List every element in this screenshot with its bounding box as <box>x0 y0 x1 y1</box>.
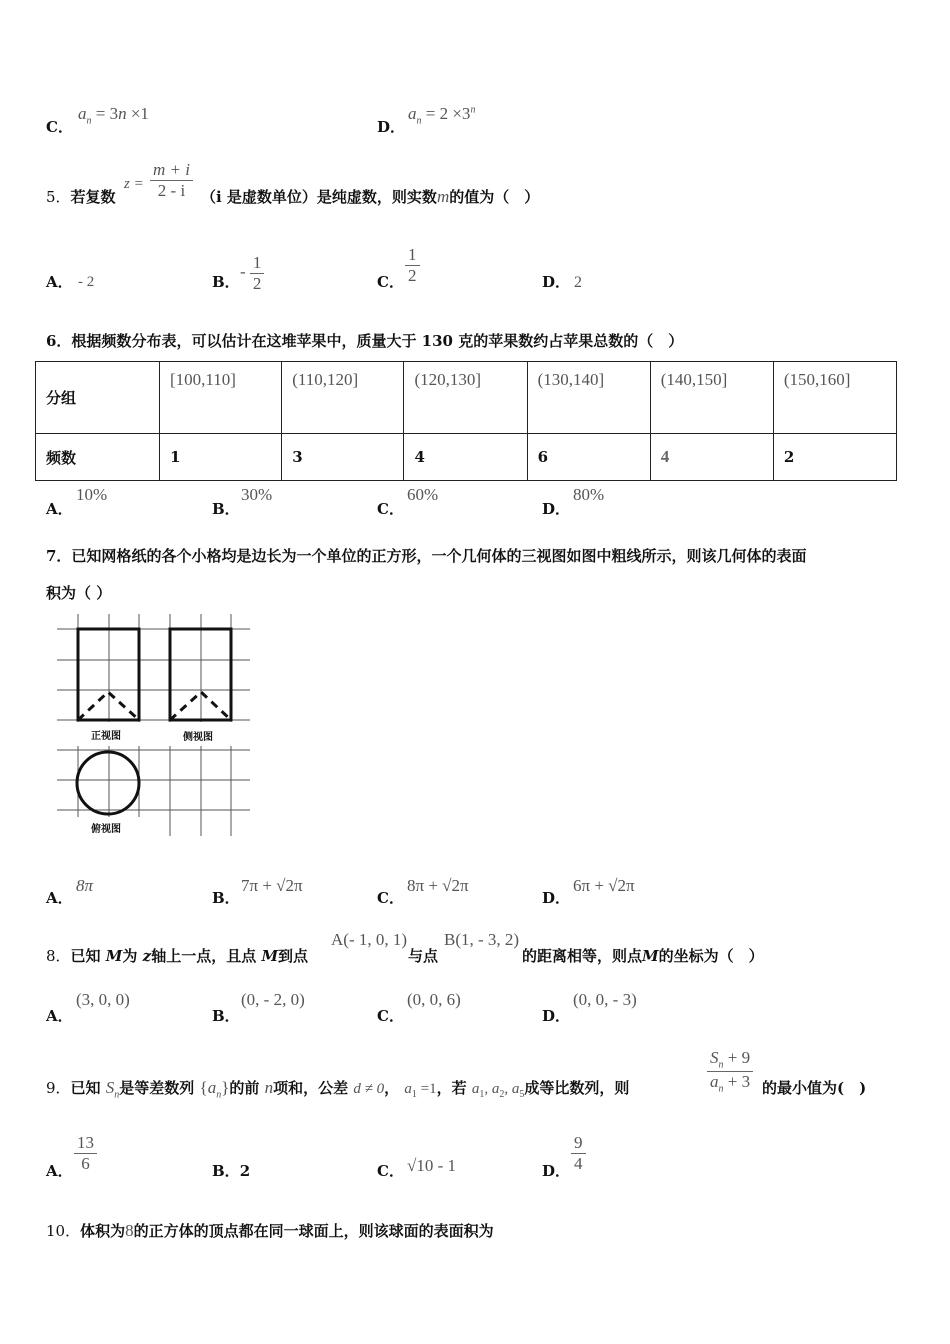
q8-option-d-value: (0, 0, - 3) <box>573 990 637 1009</box>
q7-option-d-value: 6π + √2π <box>573 876 635 895</box>
q9-option-c-label: C． <box>377 1162 404 1180</box>
q5-option-c-label: C． <box>377 273 404 291</box>
q7-option-a-value: 8π <box>76 876 94 895</box>
table-cell: 2 <box>773 434 896 481</box>
q8-option-c-label: C． <box>377 1007 404 1025</box>
option-c-label: C． <box>46 118 73 136</box>
q7-option-c-label: C． <box>377 889 404 907</box>
table-cell: (130,140] <box>527 362 650 434</box>
option-c-expr: $a_n = 3n \times 1$ <box>78 104 149 127</box>
table-cell: (150,160] <box>773 362 896 434</box>
question-7-stem-line1: 7．已知网格纸的各个小格均是边长为一个单位的正方形，一个几何体的三视图如图中粗线所示，则该几何体的表面 <box>46 547 807 565</box>
q5-option-d-label: D． <box>542 273 571 291</box>
question-5-stem-b: （i 是虚数单位）是纯虚数，则实数m的值为（ ） <box>201 187 540 206</box>
table-cell: (110,120] <box>282 362 404 434</box>
frequency-table <box>35 361 897 481</box>
question-7-stem-line2: 积为（ ） <box>46 584 112 602</box>
q5-option-a-label: A． <box>46 273 73 291</box>
q7-option-c-value: 8π + √2π <box>407 876 469 895</box>
point-b: B(1, - 3, 2) <box>444 930 520 949</box>
q8-option-c-value: (0, 0, 6) <box>407 990 461 1009</box>
q8-option-b-label: B． <box>212 1007 240 1025</box>
q6-option-a-value: 10% <box>76 485 108 504</box>
q9-option-d-label: D． <box>542 1162 571 1180</box>
table-cell: 分组 <box>36 362 160 434</box>
q8-option-b-value: (0, - 2, 0) <box>241 990 305 1009</box>
q7-option-b-label: B． <box>212 889 240 907</box>
q6-option-d-value: 80% <box>573 485 605 504</box>
table-cell: 4 <box>404 434 527 481</box>
q7-option-d-label: D． <box>542 889 571 907</box>
q9-option-c-value: √10 - 1 <box>407 1156 456 1175</box>
q5-fraction: $\frac{m + i}{2 - i}$ <box>150 160 193 200</box>
q6-option-d-label: D． <box>542 500 571 518</box>
q9-option-b-label: B．2 <box>212 1162 251 1180</box>
question-9-stem: 9．已知 $S_n$是等差数列 $\{a_n\}$的前 n项和，公差 d ≠ 0， $a_1 =1$，若 $a_1$, $a_2$, $a_5$成等比数列，则 <box>46 1078 630 1101</box>
q5-option-a-value: - 2 <box>78 274 95 290</box>
q8-option-d-label: D． <box>542 1007 571 1025</box>
q5-option-c-value: $\frac{1}{2}$ <box>405 245 420 285</box>
question-10-stem: 10．体积为8的正方体的顶点都在同一球面上，则该球面的表面积为 <box>46 1221 494 1240</box>
table-row <box>36 434 897 481</box>
three-view-figure <box>52 612 254 838</box>
point-a: A(- 1, 0, 1) <box>331 930 408 949</box>
q6-option-a-label: A． <box>46 500 73 518</box>
q9-option-a-label: A． <box>46 1162 73 1180</box>
table-cell: 6 <box>527 434 650 481</box>
table-cell: 1 <box>160 434 282 481</box>
front-view-caption: 正视图 <box>91 731 121 742</box>
option-d-expr: $a_n = 2 \times 3^n$ <box>408 104 476 127</box>
q5-option-d-value: 2 <box>574 274 582 291</box>
table-cell: [100,110] <box>160 362 282 434</box>
q7-option-a-label: A． <box>46 889 73 907</box>
q9-option-d-value: $\frac{9}{4}$ <box>571 1133 586 1173</box>
option-d-label: D． <box>377 118 406 136</box>
question-9-stem-tail: 的最小值为( ) <box>762 1079 867 1097</box>
table-cell: 3 <box>282 434 404 481</box>
q5-z-eq: z = <box>124 176 144 192</box>
question-8-stem-b: 与点 <box>408 947 439 965</box>
q9-fraction: $\frac{S_n + 9}{a_n + 3}$ <box>707 1048 753 1095</box>
q6-option-c-value: 60% <box>407 485 439 504</box>
table-cell: (120,130] <box>404 362 527 434</box>
top-view-circle <box>77 752 139 814</box>
question-6-stem: 6．根据频数分布表，可以估计在这堆苹果中，质量大于 130 克的苹果数约占苹果总数的（ ） <box>46 332 684 350</box>
side-view-caption: 侧视图 <box>183 732 213 743</box>
q8-option-a-label: A． <box>46 1007 73 1025</box>
q6-option-c-label: C． <box>377 500 404 518</box>
question-5-stem: 5．若复数 <box>46 188 116 206</box>
q9-option-a-value: $\frac{13}{6}$ <box>74 1133 97 1173</box>
top-view-caption: 俯视图 <box>91 824 121 835</box>
q6-option-b-value: 30% <box>241 485 273 504</box>
q5-option-b-value: - $\frac{1}{2}$ <box>240 253 264 293</box>
q8-option-a-value: (3, 0, 0) <box>76 990 130 1009</box>
q5-option-b-label: B． <box>212 273 240 291</box>
question-8-stem-c: 的距离相等，则点M的坐标为（ ） <box>522 947 764 965</box>
table-cell: (140,150] <box>650 362 773 434</box>
table-cell: 频数 <box>36 434 160 481</box>
table-row <box>36 362 897 434</box>
q6-option-b-label: B． <box>212 500 240 518</box>
table-cell: 4 <box>650 434 773 481</box>
question-8-stem-a: 8．已知 M为 z轴上一点，且点 M到点 <box>46 947 309 965</box>
q7-option-b-value: 7π + √2π <box>241 876 303 895</box>
